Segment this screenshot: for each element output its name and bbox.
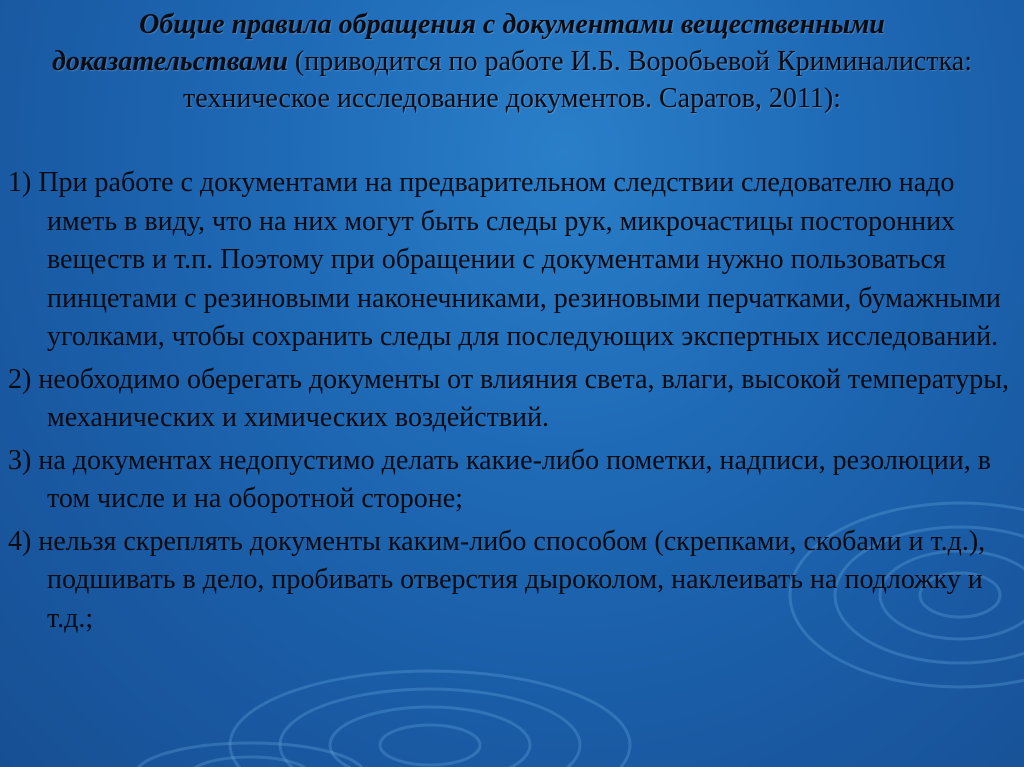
list-item <box>8 361 1018 438</box>
list-item <box>8 164 1018 357</box>
list-item <box>8 523 1018 639</box>
title-emphasis: Общие правила обращения с документами вещественными доказательствами <box>52 9 885 77</box>
item-number: 2) <box>8 363 39 395</box>
item-text: необходимо оберегать документы от влияния света, влаги, высокой температуры, механических и химических воздействий. <box>38 363 1010 433</box>
slide-title <box>20 6 1004 117</box>
item-text: нельзя скреплять документы каким-либо способом (скрепками, скобами и т.д.), подшивать в дело, пробивать отверстия дыроколом, наклеивать на подложку и т.д.; <box>38 525 986 634</box>
rules-list <box>8 164 1018 642</box>
title-source-note: (приводится по работе И.Б. Воробьевой Криминалистка: техническое исследование документов. Саратов, 2011): <box>183 46 972 114</box>
item-text: При работе с документами на предварительном следствии следователю надо иметь в виду, что на них могут быть следы рук, микрочастицы посторонних веществ и т.п. Поэтому при обращении с документами нужно пользоваться пинцетами с резиновыми наконечниками, резиновыми перчатками, бумажными уголками, чтобы сохранить следы для последующих экспертных исследований. <box>38 167 1001 352</box>
item-number: 4) <box>8 525 39 557</box>
list-item <box>8 442 1018 519</box>
item-text: на документах недопустимо делать какие-либо пометки, надписи, резолюции, в том числе и на оборотной стороне; <box>38 444 991 514</box>
item-number: 1) <box>8 167 39 198</box>
item-number: 3) <box>8 444 39 476</box>
